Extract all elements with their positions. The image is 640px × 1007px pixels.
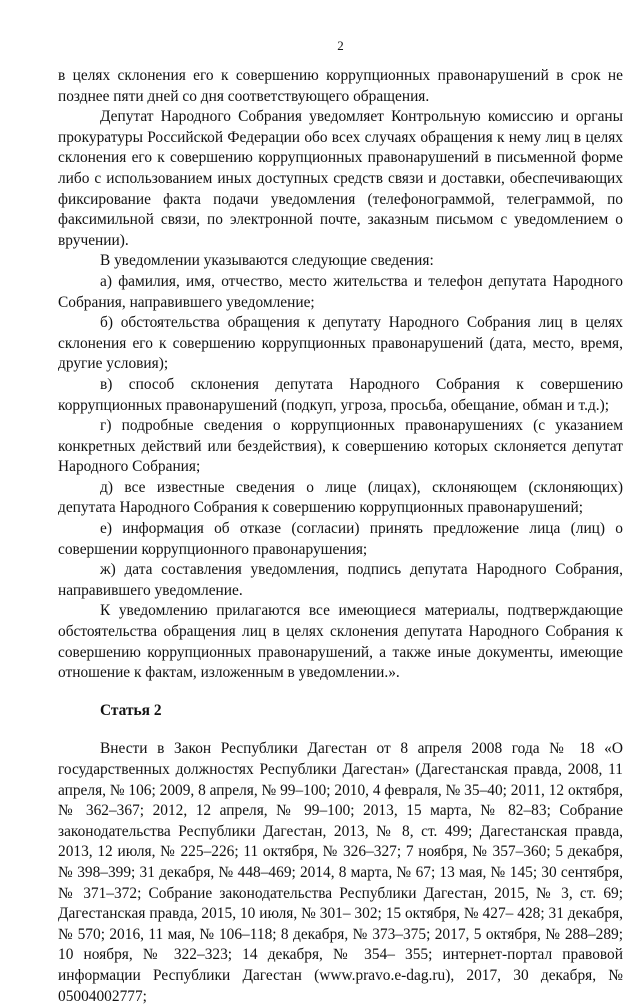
list-item-a: а) фамилия, имя, отчество, место жительства и телефон депутата Народного Собрания, направившего уведомление; [58, 272, 623, 311]
document-page [58, 0, 623, 1005]
page-number: 2 [337, 38, 344, 53]
paragraph-contents-intro: В уведомлении указываются следующие сведения: [100, 252, 434, 270]
list-item-g: г) подробные сведения о коррупционных правонарушениях (с указанием конкретных действий или бездействия), к совершению которых склоняется депутат Народного Собрания; [58, 417, 623, 476]
paragraph-article-2-body: Внести в Закон Республики Дагестан от 8 апреля 2008 года № 18 «О государственных должностях Республики Дагестан» (Дагестанская правда, 2008, 11 апреля, № 106; 2009, 8 апреля, № 99–100; 2010, 4 февраля, № 35–40; 2011, 12 октября, № 362–367; 2012, 12 апреля, № 99–100; 2013, 15 марта, № 82–83; Собрание законодательства Республики Дагестан, 2013, № 8, ст. 499; Дагестанская правда, 2013, 12 июля, № 225–226; 11 октября, № 326–327; 7 ноября, № 357–360; 5 декабря, № 398–399; 31 декабря, № 448–469; 2014, 8 марта, № 67; 13 мая, № 145; 30 сентября, № 371–372; Собрание законодательства Республики Дагестан, 2015, № 3, ст. 69; Дагестанская правда, 2015, 10 июля, № 301– 302; 15 октября, № 427– 428; 31 декабря, № 570; 2016, 11 мая, № 106–118; 8 декабря, № 373–375; 2017, 5 октября, № 288–289; 10 ноября, № 322–323; 14 декабря, № 354– 355; интернет-портал правовой информации Республики Дагестан (www.pravo.e-dag.ru), 2017, 30 декабря, № 05004002777; [58, 740, 623, 1005]
list-item-b: б) обстоятельства обращения к депутату Народного Собрания лиц в целях склонения его к совершению коррупционных правонарушений (дата, место, время, другие условия); [58, 314, 623, 373]
paragraph-continuation: в целях склонения его к совершению коррупционных правонарушений в срок не позднее пяти дней со дня соответствующего обращения. [58, 67, 623, 105]
list-item-zh: ж) дата составления уведомления, подпись депутата Народного Собрания, направившего уведомление. [58, 561, 623, 599]
list-item-e: е) информация об отказе (согласии) принять предложение лица (лиц) о совершении коррупционного правонарушения; [58, 520, 623, 558]
document-body [58, 66, 623, 1007]
paragraph-notification-duty: Депутат Народного Собрания уведомляет Контрольную комиссию и органы прокуратуры Российской Федерации обо всех случаях обращения к нему лиц в целях склонения его к совершению коррупционных правонарушений в письменной форме либо с использованием иных доступных средств связи и доставки, обеспечивающих фиксирование факта подачи уведомления (телефонограммой, телеграммой, по факсимильной связи, по электронной почте, заказным письмом с уведомлением о вручении). [58, 108, 623, 249]
list-item-d: д) все известные сведения о лице (лицах), склоняющем (склоняющих) депутата Народного Собрания к совершению коррупционных правонарушений; [58, 478, 623, 517]
article-heading: Статья 2 [100, 701, 162, 719]
list-item-v: в) способ склонения депутата Народного Собрания к совершению коррупционных правонарушений (подкуп, угроза, просьба, обещание, обман и т.д.); [58, 375, 623, 414]
paragraph-attachments: К уведомлению прилагаются все имеющиеся материалы, подтверждающие обстоятельства обращения лиц в целях склонения депутата Народного Собрания к совершению коррупционных правонарушений, а также иные документы, имеющие отношение к фактам, изложенным в уведомлении.». [58, 602, 623, 682]
